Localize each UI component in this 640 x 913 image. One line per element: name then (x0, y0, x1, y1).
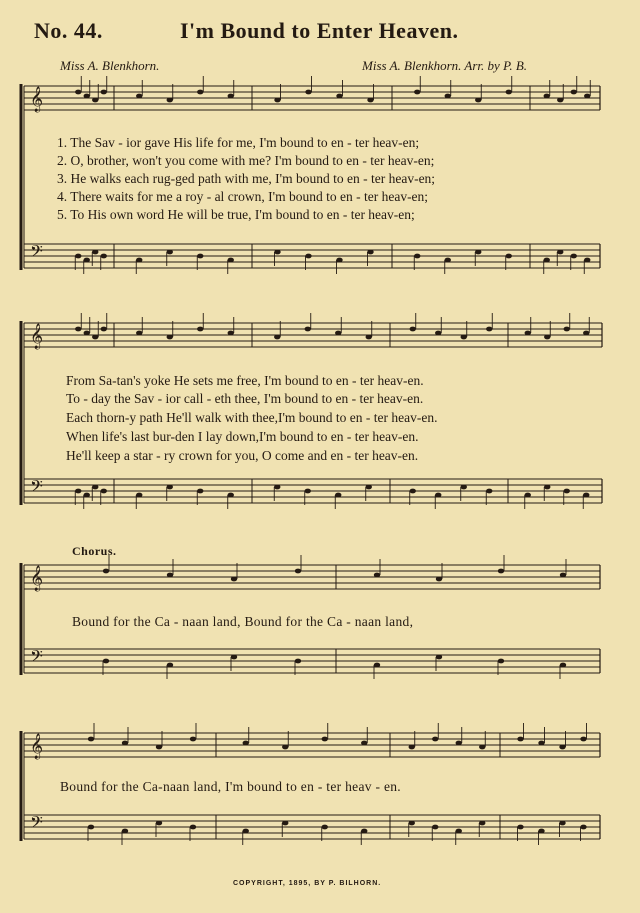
system-2-treble-note (274, 335, 280, 340)
system-2-treble-note (101, 327, 107, 332)
system-2-bass-note (92, 485, 98, 490)
system-2-treble-note (366, 335, 372, 340)
system-2-bass-note (544, 485, 550, 490)
verse-4-line-2: When life's last bur-den I lay down,I'm bound to en - ter heav-en. (66, 429, 419, 444)
system-3-bass-note (167, 663, 173, 668)
hymn-number: No. 44. (34, 18, 103, 43)
system-1-bass-note (305, 254, 311, 259)
system-2-treble-note (544, 335, 550, 340)
system-4-treble-note (88, 737, 94, 742)
music-credit: Miss A. Blenkhorn. Arr. by P. B. (362, 58, 528, 73)
system-2-treble-clef: 𝄞 (30, 324, 44, 349)
system-1-treble-note (557, 98, 563, 103)
chorus-line-2: Bound for the Ca-naan land, I'm bound to en - ter heav - en. (60, 779, 401, 794)
system-1-treble-note (92, 98, 98, 103)
system-4-bass-note (479, 821, 485, 826)
system-2-treble-note (486, 327, 492, 332)
system-4-bass-note (559, 821, 565, 826)
system-1-treble-note (571, 90, 577, 95)
system-4-bass-note (361, 829, 367, 834)
system-4-bass-note (190, 825, 196, 830)
system-2-bass-note (486, 489, 492, 494)
system-2-bass-note (136, 493, 142, 498)
system-2-bass-note (366, 485, 372, 490)
hymn-title: I'm Bound to Enter Heaven. (180, 18, 459, 43)
system-4-treble-note (479, 745, 485, 750)
chorus-label: Chorus. (72, 544, 117, 558)
system-1-treble-note (75, 90, 81, 95)
system-4-treble-note (409, 745, 415, 750)
system-1-treble-note (475, 98, 481, 103)
system-2-bass-note (335, 493, 341, 498)
system-4-treble-note (361, 741, 367, 746)
system-2-bass-note (84, 493, 90, 498)
system-3-treble-note (295, 569, 301, 574)
system-2-treble-note (92, 335, 98, 340)
system-2-bass-note (274, 485, 280, 490)
system-1-treble-note (305, 90, 311, 95)
system-3-bass-clef: 𝄢 (30, 646, 43, 670)
system-2-bass-note (525, 493, 531, 498)
system-4-treble-clef: 𝄞 (30, 734, 44, 759)
system-2-bass-note (305, 489, 311, 494)
system-3-treble-note (560, 573, 566, 578)
system-2-treble-note (410, 327, 416, 332)
system-2-bass-note (167, 485, 173, 490)
verse-3-line-2: Each thorn-y path He'll walk with thee,I'm bound to en - ter heav-en. (66, 410, 438, 425)
system-1-bass-note (336, 258, 342, 263)
system-1-bass-note (228, 258, 234, 263)
verse-4-line-1: 4. There waits for me a roy - al crown, I'm bound to en - ter heav-en; (57, 189, 429, 204)
system-2-bass-note (583, 493, 589, 498)
system-2-treble-note (84, 331, 90, 336)
system-2-treble-note (228, 331, 234, 336)
system-1-treble-note (544, 94, 550, 99)
system-1-bass-note (167, 250, 173, 255)
system-1-bass-note (84, 258, 90, 263)
system-1-treble-note (101, 90, 107, 95)
system-3-bass-note (231, 655, 237, 660)
verse-1-line-2: From Sa-tan's yoke He sets me free, I'm bound to en - ter heav-en. (66, 373, 424, 388)
system-4-treble-note (243, 741, 249, 746)
system-2-bass-note (435, 493, 441, 498)
verse-2-line-1: 2. O, brother, won't you come with me? I'm bound to en - ter heav-en; (57, 153, 435, 168)
system-1-bass-note (367, 250, 373, 255)
system-4-treble-note (517, 737, 523, 742)
system-2-bass-clef: 𝄢 (30, 476, 43, 500)
system-4-treble-note (190, 737, 196, 742)
system-1-treble-note (414, 90, 420, 95)
system-2-bass-note (228, 493, 234, 498)
system-4-treble-note (122, 741, 128, 746)
system-3-treble-note (103, 569, 109, 574)
system-3-bass-note (560, 663, 566, 668)
copyright-notice: COPYRIGHT, 1895, BY P. BILHORN. (233, 880, 382, 887)
system-4-bass-note (409, 821, 415, 826)
system-1-bass-note (414, 254, 420, 259)
system-1-treble-note (84, 94, 90, 99)
verse-1-line-1: 1. The Sav - ior gave His life for me, I'm bound to en - ter heav-en; (57, 135, 420, 150)
system-4-bass-clef: 𝄢 (30, 812, 43, 836)
system-1-treble-note (197, 90, 203, 95)
system-4-bass-note (580, 825, 586, 830)
system-2-treble-note (197, 327, 203, 332)
system-1-treble-note (167, 98, 173, 103)
system-1-bass-note (584, 258, 590, 263)
system-3-treble-note (231, 577, 237, 582)
system-4-bass-note (243, 829, 249, 834)
system-1-bass-note (544, 258, 550, 263)
system-3-treble-note (167, 573, 173, 578)
system-1-bass-note (92, 250, 98, 255)
system-1-bass-note (506, 254, 512, 259)
system-2-treble-note (167, 335, 173, 340)
system-3-bass-note (374, 663, 380, 668)
system-1-treble-note (228, 94, 234, 99)
system-1-bass-note (557, 250, 563, 255)
system-1-bass-clef: 𝄢 (30, 241, 43, 265)
system-3-treble-note (436, 577, 442, 582)
verse-2-line-2: To - day the Sav - ior call - eth thee, I'm bound to en - ter heav-en. (66, 391, 424, 406)
system-1-bass-note (445, 258, 451, 263)
system-3-treble-note (498, 569, 504, 574)
system-4-bass-note (517, 825, 523, 830)
verse-3-line-1: 3. He walks each rug-ged path with me, I'm bound to en - ter heav-en; (57, 171, 436, 186)
system-3-treble-clef: 𝄞 (30, 566, 44, 591)
system-2-bass-note (197, 489, 203, 494)
system-3-bass-note (103, 659, 109, 664)
system-2-bass-note (101, 489, 107, 494)
system-4-bass-note (538, 829, 544, 834)
system-4-treble-note (432, 737, 438, 742)
system-2-bass-note (75, 489, 81, 494)
system-2-treble-note (75, 327, 81, 332)
system-1-treble-note (336, 94, 342, 99)
system-1-bass-note (475, 250, 481, 255)
system-4-treble-note (322, 737, 328, 742)
system-2-treble-note (583, 331, 589, 336)
system-4-bass-note (282, 821, 288, 826)
system-4-treble-note (156, 745, 162, 750)
system-4-treble-note (580, 737, 586, 742)
system-2-treble-note (335, 331, 341, 336)
system-1-treble-note (506, 90, 512, 95)
system-2-treble-note (305, 327, 311, 332)
system-1-bass-note (197, 254, 203, 259)
system-3-treble-note (374, 573, 380, 578)
system-1-treble-note (584, 94, 590, 99)
system-3-bass-note (295, 659, 301, 664)
system-4-treble-note (538, 741, 544, 746)
system-2-treble-note (435, 331, 441, 336)
system-1-bass-note (101, 254, 107, 259)
system-1-bass-note (75, 254, 81, 259)
system-1-treble-note (274, 98, 280, 103)
system-3-bass-note (498, 659, 504, 664)
system-2-bass-note (564, 489, 570, 494)
system-4-bass-note (322, 825, 328, 830)
system-1-bass-note (274, 250, 280, 255)
system-2-treble-note (461, 335, 467, 340)
system-4-bass-note (88, 825, 94, 830)
system-2-treble-note (136, 331, 142, 336)
system-4-treble-note (559, 745, 565, 750)
system-4-bass-note (432, 825, 438, 830)
system-1-bass-note (571, 254, 577, 259)
system-4-treble-note (282, 745, 288, 750)
verse-5-line-2: He'll keep a star - ry crown for you, O come and en - ter heav-en. (66, 448, 419, 463)
system-2-bass-note (410, 489, 416, 494)
system-2-treble-note (525, 331, 531, 336)
system-4-treble-note (456, 741, 462, 746)
system-1-treble-note (367, 98, 373, 103)
system-4-bass-note (456, 829, 462, 834)
system-1-bass-note (136, 258, 142, 263)
verse-5-line-1: 5. To His own word He will be true, I'm bound to en - ter heav-en; (57, 207, 415, 222)
system-1-treble-note (445, 94, 451, 99)
system-2-treble-note (564, 327, 570, 332)
system-1-treble-clef: 𝄞 (30, 87, 44, 112)
system-1-treble-note (136, 94, 142, 99)
system-4-bass-note (122, 829, 128, 834)
system-2-bass-note (461, 485, 467, 490)
system-4-bass-note (156, 821, 162, 826)
system-3-bass-note (436, 655, 442, 660)
words-credit: Miss A. Blenkhorn. (60, 58, 160, 73)
chorus-line-1: Bound for the Ca - naan land, Bound for the Ca - naan land, (72, 614, 414, 629)
